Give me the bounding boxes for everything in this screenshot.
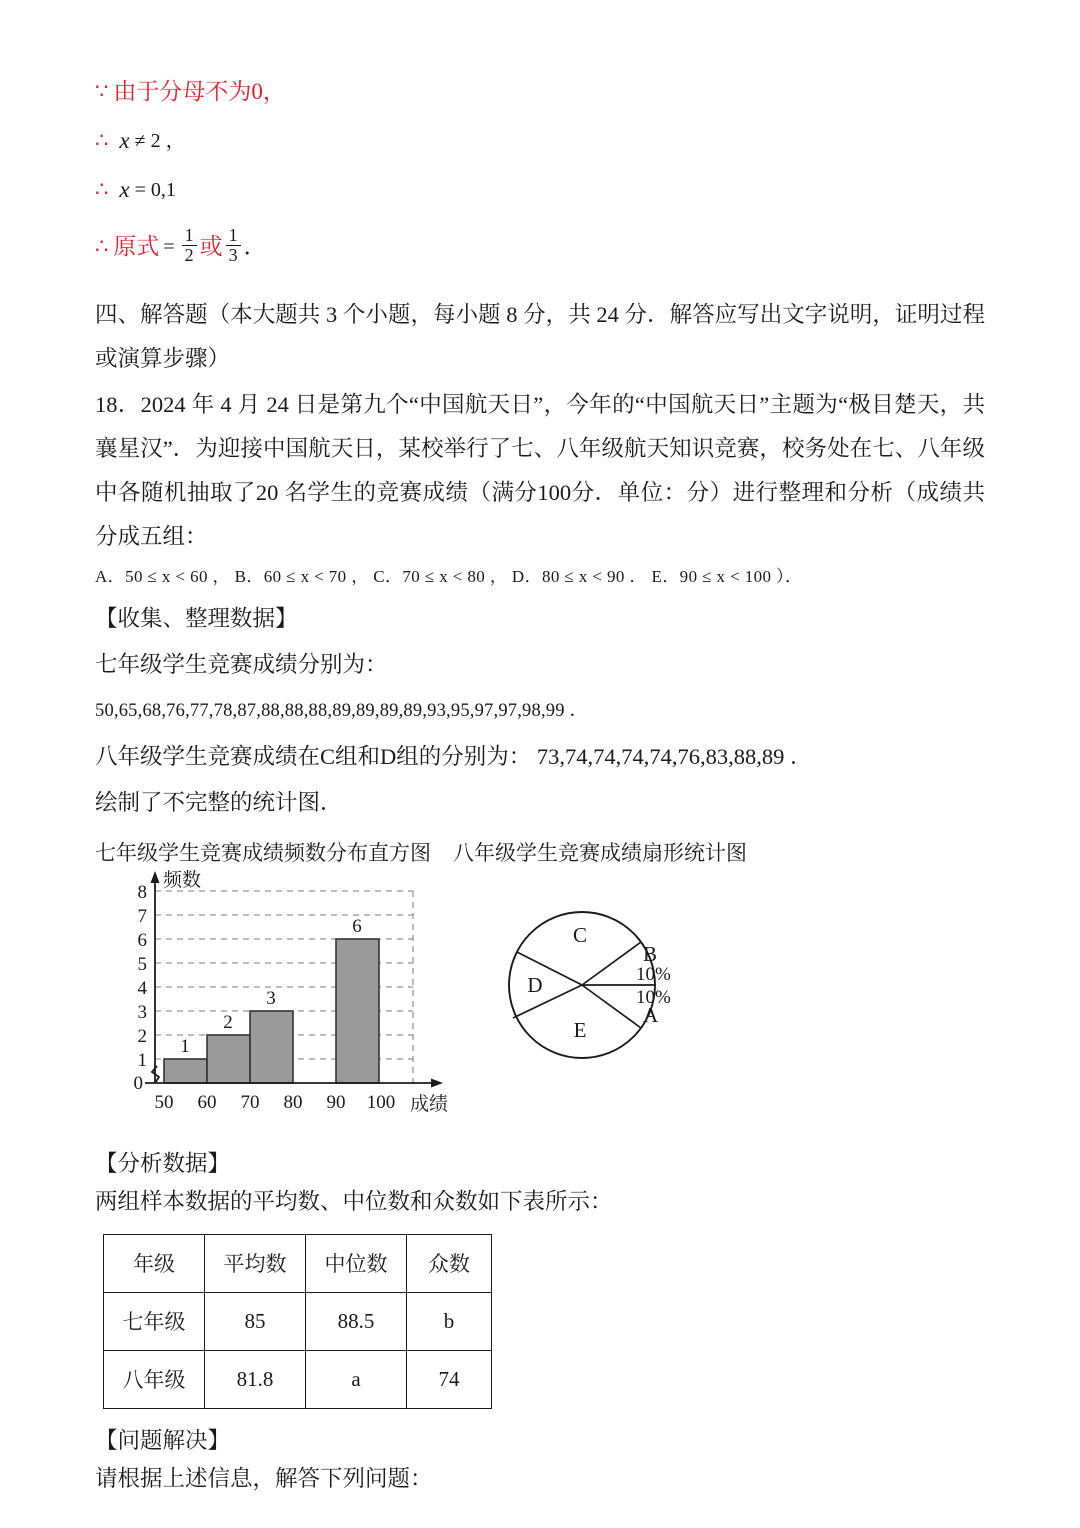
incomplete-chart-note: 绘制了不完整的统计图． [95, 789, 343, 815]
solution-line-3 [95, 178, 985, 201]
solution-line-2-relation: ≠ 2 ， [134, 129, 186, 152]
problem-solving-intro: 请根据上述信息，解答下列问题： [95, 1465, 433, 1491]
solution-line-1-value: 0， [251, 79, 286, 104]
problem-solving-header: 【问题解决】 [95, 1427, 231, 1453]
charts-container [95, 867, 985, 1132]
y-tick-2: 2 [137, 1025, 147, 1047]
fraction-one-third [226, 226, 241, 266]
x-axis-arrow [431, 1078, 443, 1087]
pie-value-B: 10% [636, 963, 671, 985]
or-label: 或 [199, 234, 223, 260]
y-tick-6: 6 [137, 929, 147, 951]
therefore-symbol-3: ∴ [95, 234, 109, 259]
x-tick-90: 90 [326, 1091, 346, 1113]
table-header-row [104, 1234, 492, 1292]
fraction-numerator: 1 [182, 226, 197, 246]
question-body: 2024 年 4 月 24 日是第九个“中国航天日”，今年的“中国航天日”主题为“极目楚天，共襄星汉”．为迎接中国航天日，某校举行了七、八年级航天知识竞赛，校务处在七、八年级中各随机抽取了20 名学生的竞赛成绩（满分100分．单位：分）进行整理和分析（成绩共分成五组： [95, 391, 985, 549]
analyze-data-header: 【分析数据】 [95, 1150, 231, 1176]
row-grade8-mean: 81.8 [205, 1350, 306, 1408]
y-tick-3: 3 [137, 1001, 147, 1023]
y-axis-label: 频数 [163, 869, 202, 891]
equals-sign: = [163, 235, 175, 258]
y-axis-arrow [151, 871, 160, 883]
y-tick-0: 0 [133, 1072, 143, 1094]
x-tick-70: 70 [240, 1091, 260, 1113]
therefore-symbol-2: ∴ [95, 177, 109, 201]
x-tick-50: 50 [154, 1091, 174, 1113]
grade8-data-line: 八年级学生竞赛成绩在C组和D组的分别为： 73,74,74,74,74,76,83,88,89 ． [95, 743, 813, 769]
bar-label-1: 1 [180, 1035, 190, 1057]
histogram-title: 七年级学生竞赛成绩频数分布直方图 [95, 840, 431, 865]
bar-label-6: 6 [352, 915, 362, 937]
question-groups: A．50 ≤ x < 60 ， B．60 ≤ x < 70 ， C．70 ≤ x < 80 ， D．80 ≤ x < 90 ． E．90 ≤ x < 100 ）． [95, 566, 803, 586]
frequency-histogram [103, 867, 463, 1122]
solution-line-4 [95, 227, 985, 267]
header-mean: 平均数 [205, 1234, 306, 1292]
y-tick-7: 7 [137, 905, 147, 927]
pie-chart-title: 八年级学生竞赛成绩扇形统计图 [453, 840, 747, 865]
row-grade8-mode: 74 [407, 1350, 492, 1408]
section-header: 四、解答题（本大题共 3 个小题，每小题 8 分，共 24 分．解答应写出文字说明，证明过程或演算步骤） [95, 301, 985, 371]
grade7-intro: 七年级学生竞赛成绩分别为： [95, 651, 388, 677]
bar-60-70 [207, 1035, 250, 1083]
collect-data-header: 【收集、整理数据】 [95, 605, 298, 631]
pie-label-C: C [572, 922, 588, 947]
grade7-data: 50,65,68,76,77,78,87,88,88,88,89,89,89,89,93,95,97,97,98,99 ． [95, 700, 589, 721]
row-grade7-mean: 85 [205, 1292, 306, 1350]
solution-line-3-relation: = 0,1 [134, 178, 176, 201]
variable-x: x [119, 128, 130, 153]
row-grade7-median: 88.5 [306, 1292, 407, 1350]
pie-chart [490, 889, 705, 1089]
pie-label-A: A [643, 1002, 659, 1027]
table-row [104, 1350, 492, 1408]
row-grade8-label: 八年级 [104, 1350, 205, 1408]
chart-titles-row [95, 837, 985, 867]
table-row [104, 1292, 492, 1350]
header-median: 中位数 [306, 1234, 407, 1292]
pie-label-E: E [573, 1017, 587, 1042]
question-number: 18． [95, 391, 141, 417]
y-tick-4: 4 [137, 977, 147, 999]
pie-label-D: D [527, 972, 543, 997]
solution-line-2 [95, 129, 985, 152]
x-axis-label: 成绩 [410, 1093, 449, 1115]
fraction-numerator-2: 1 [226, 226, 241, 246]
therefore-symbol: ∴ [95, 128, 109, 152]
period-mark: ． [243, 234, 267, 260]
y-tick-8: 8 [137, 881, 147, 903]
bar-label-2: 2 [223, 1011, 233, 1033]
x-tick-60: 60 [197, 1091, 217, 1113]
bar-label-3: 3 [266, 987, 276, 1009]
row-grade7-mode: b [407, 1292, 492, 1350]
y-tick-5: 5 [137, 953, 147, 975]
fraction-denominator-2: 3 [228, 245, 238, 266]
question-18 [95, 383, 985, 559]
bar-50-60 [164, 1059, 207, 1083]
fraction-denominator: 2 [184, 245, 194, 266]
variable-x-2: x [119, 177, 130, 202]
solution-line-1 [95, 80, 985, 103]
bar-70-80 [250, 1011, 293, 1083]
y-tick-1: 1 [137, 1049, 147, 1071]
fraction-one-half [182, 226, 197, 266]
original-expression-label: 原式 [113, 234, 160, 260]
pie-value-A: 10% [636, 986, 671, 1008]
x-tick-80: 80 [283, 1091, 303, 1113]
analyze-data-intro: 两组样本数据的平均数、中位数和众数如下表所示： [95, 1188, 613, 1214]
header-grade: 年级 [104, 1234, 205, 1292]
bar-90-100 [336, 939, 379, 1083]
x-tick-100: 100 [366, 1091, 396, 1113]
solution-line-1-text: 由于分母不为 [113, 79, 252, 104]
pie-label-B: B [643, 941, 658, 966]
because-symbol: ∵ [95, 79, 109, 103]
row-grade7-label: 七年级 [104, 1292, 205, 1350]
statistics-table [103, 1234, 492, 1409]
histogram-bars [164, 939, 379, 1083]
row-grade8-median: a [306, 1350, 407, 1408]
header-mode: 众数 [407, 1234, 492, 1292]
